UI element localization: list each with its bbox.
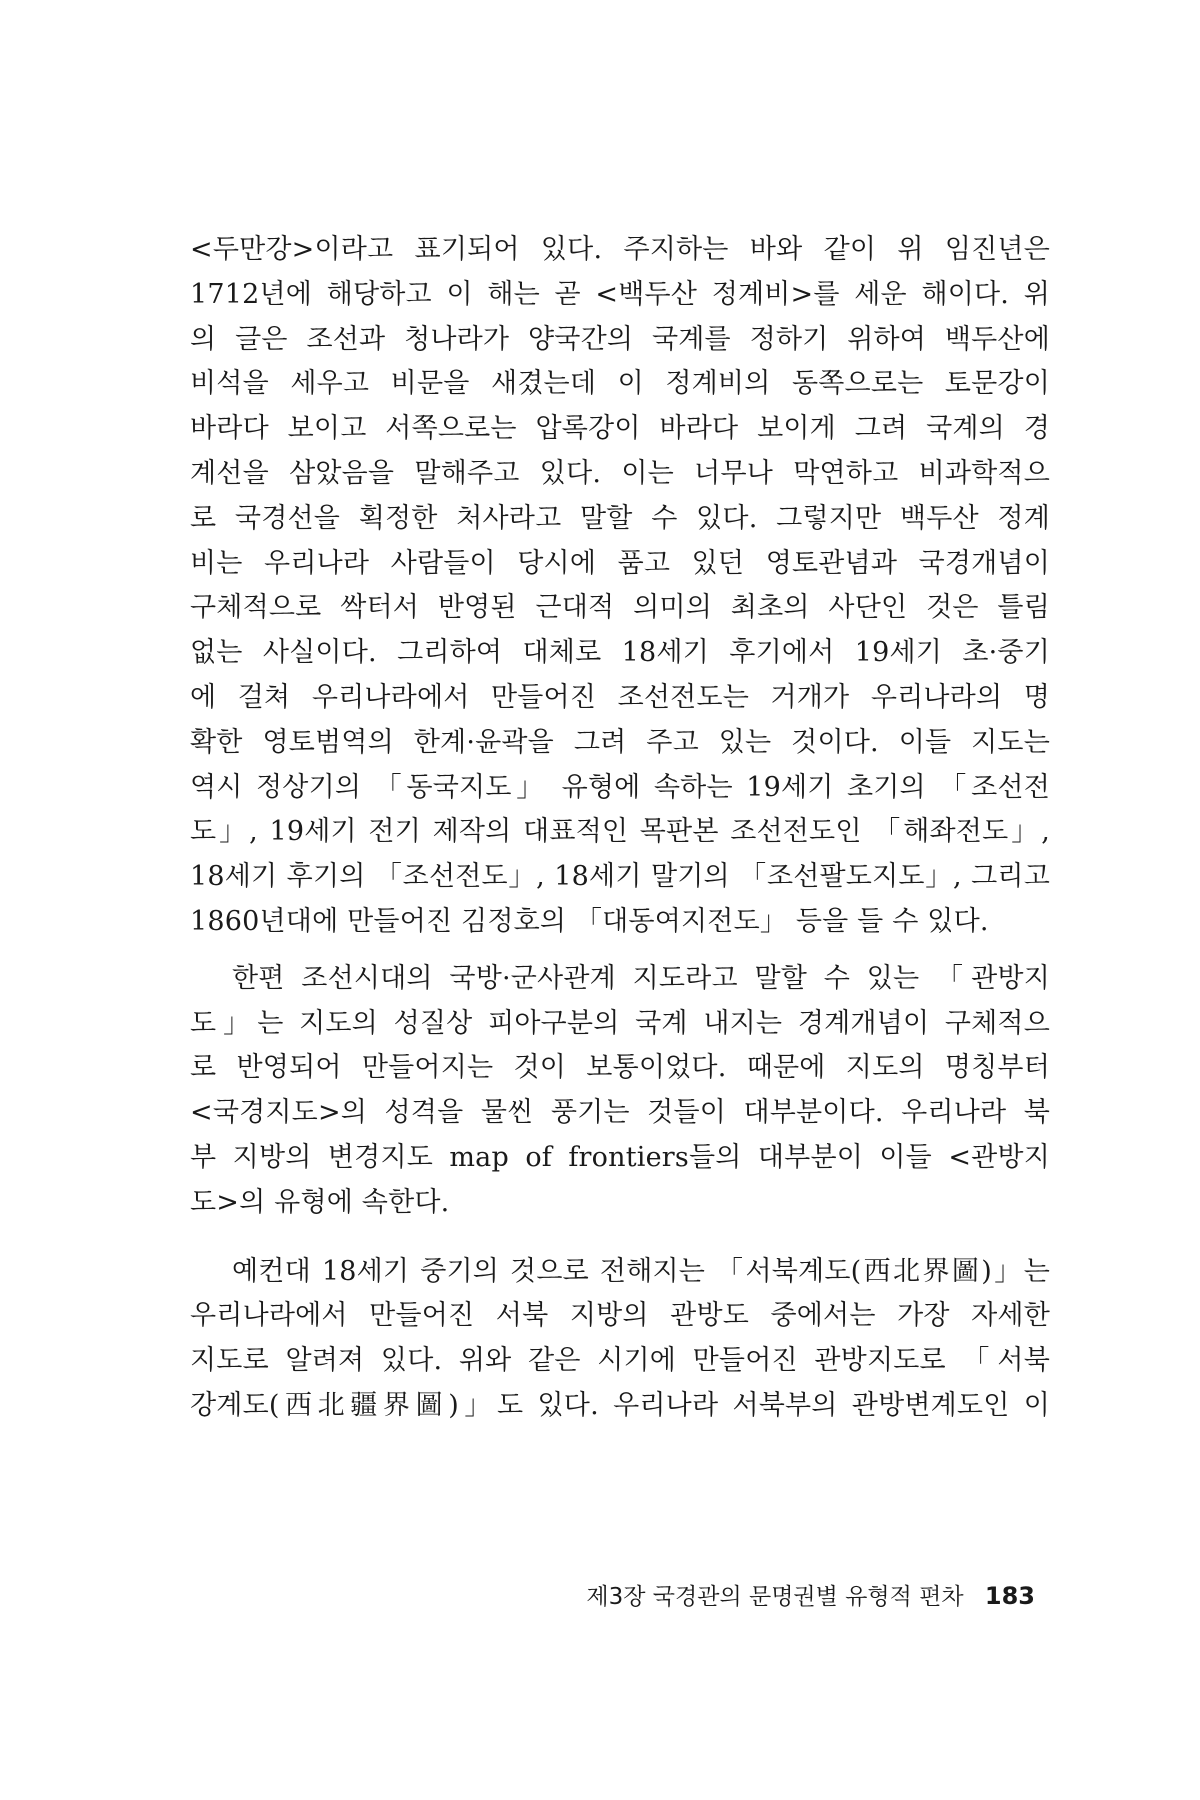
text-line: 1712년에 해당하고 이 해는 곧 <백두산 정계비>를 세운 해이다. 위 xyxy=(190,278,1050,310)
text-line: 한편 조선시대의 국방·군사관계 지도라고 말할 수 있는 「관방지 xyxy=(232,962,1050,994)
text-line: 지도로 알려져 있다. 위와 같은 시기에 만들어진 관방지도로 「서북 xyxy=(190,1345,1050,1377)
text-line: 예컨대 18세기 중기의 것으로 전해지는 「서북계도(西北界圖)」는 xyxy=(232,1255,1050,1287)
page-number: 183 xyxy=(984,1582,1035,1610)
text-line: 계선을 삼았음을 말해주고 있다. 이는 너무나 막연하고 비과학적으 xyxy=(190,457,1050,489)
text-line: 역시 정상기의 「동국지도」 유형에 속하는 19세기 초기의 「조선전 xyxy=(190,771,1050,803)
text-line: 로 국경선을 획정한 처사라고 말할 수 있다. 그렇지만 백두산 정계 xyxy=(190,502,1050,534)
text-line: 확한 영토범역의 한계·윤곽을 그려 주고 있는 것이다. 이들 지도는 xyxy=(190,726,1050,758)
paragraph-3 xyxy=(190,1250,1050,1429)
text-line: 로 반영되어 만들어지는 것이 보통이었다. 때문에 지도의 명칭부터 xyxy=(190,1052,1050,1084)
text-line: 비석을 세우고 비문을 새겼는데 이 정계비의 동쪽으로는 토문강이 xyxy=(190,368,1050,400)
text-line: 의 글은 조선과 청나라가 양국간의 국계를 정하기 위하여 백두산에 xyxy=(190,323,1050,355)
body-text xyxy=(190,228,1050,1429)
paragraph-1 xyxy=(190,228,1050,945)
text-line: 도」는 지도의 성질상 피아구분의 국계 내지는 경계개념이 구체적으 xyxy=(190,1007,1050,1039)
paragraph-2 xyxy=(190,957,1050,1226)
text-line: 18세기 후기의 「조선전도」, 18세기 말기의 「조선팔도지도」, 그리고 xyxy=(190,861,1050,893)
running-footer xyxy=(560,1578,1035,1611)
text-line: 에 걸쳐 우리나라에서 만들어진 조선전도는 거개가 우리나라의 명 xyxy=(190,681,1050,713)
chapter-title: 제3장 국경관의 문명권별 유형적 편차 xyxy=(586,1584,964,1610)
text-line: 바라다 보이고 서쪽으로는 압록강이 바라다 보이게 그려 국계의 경 xyxy=(190,413,1050,445)
text-line: 우리나라에서 만들어진 서북 지방의 관방도 중에서는 가장 자세한 xyxy=(190,1300,1050,1332)
text-line: 부 지방의 변경지도 map of frontiers들의 대부분이 이들 <관방지 xyxy=(190,1141,1050,1173)
text-line: 도>의 유형에 속한다. xyxy=(190,1186,450,1218)
text-line: 없는 사실이다. 그리하여 대체로 18세기 후기에서 19세기 초·중기 xyxy=(190,637,1050,669)
text-line: 비는 우리나라 사람들이 당시에 품고 있던 영토관념과 국경개념이 xyxy=(190,547,1050,579)
text-line: 1860년대에 만들어진 김정호의 「대동여지전도」 등을 들 수 있다. xyxy=(190,905,989,937)
text-line: <국경지도>의 성격을 물씬 풍기는 것들이 대부분이다. 우리나라 북 xyxy=(190,1097,1050,1129)
text-line: 도」, 19세기 전기 제작의 대표적인 목판본 조선전도인 「해좌전도」, xyxy=(190,816,1050,848)
text-line: 구체적으로 싹터서 반영된 근대적 의미의 최초의 사단인 것은 틀림 xyxy=(190,592,1050,624)
text-line: <두만강>이라고 표기되어 있다. 주지하는 바와 같이 위 임진년은 xyxy=(190,234,1050,265)
text-line: 강계도(西北疆界圖)」도 있다. 우리나라 서북부의 관방변계도인 이 xyxy=(190,1389,1050,1421)
